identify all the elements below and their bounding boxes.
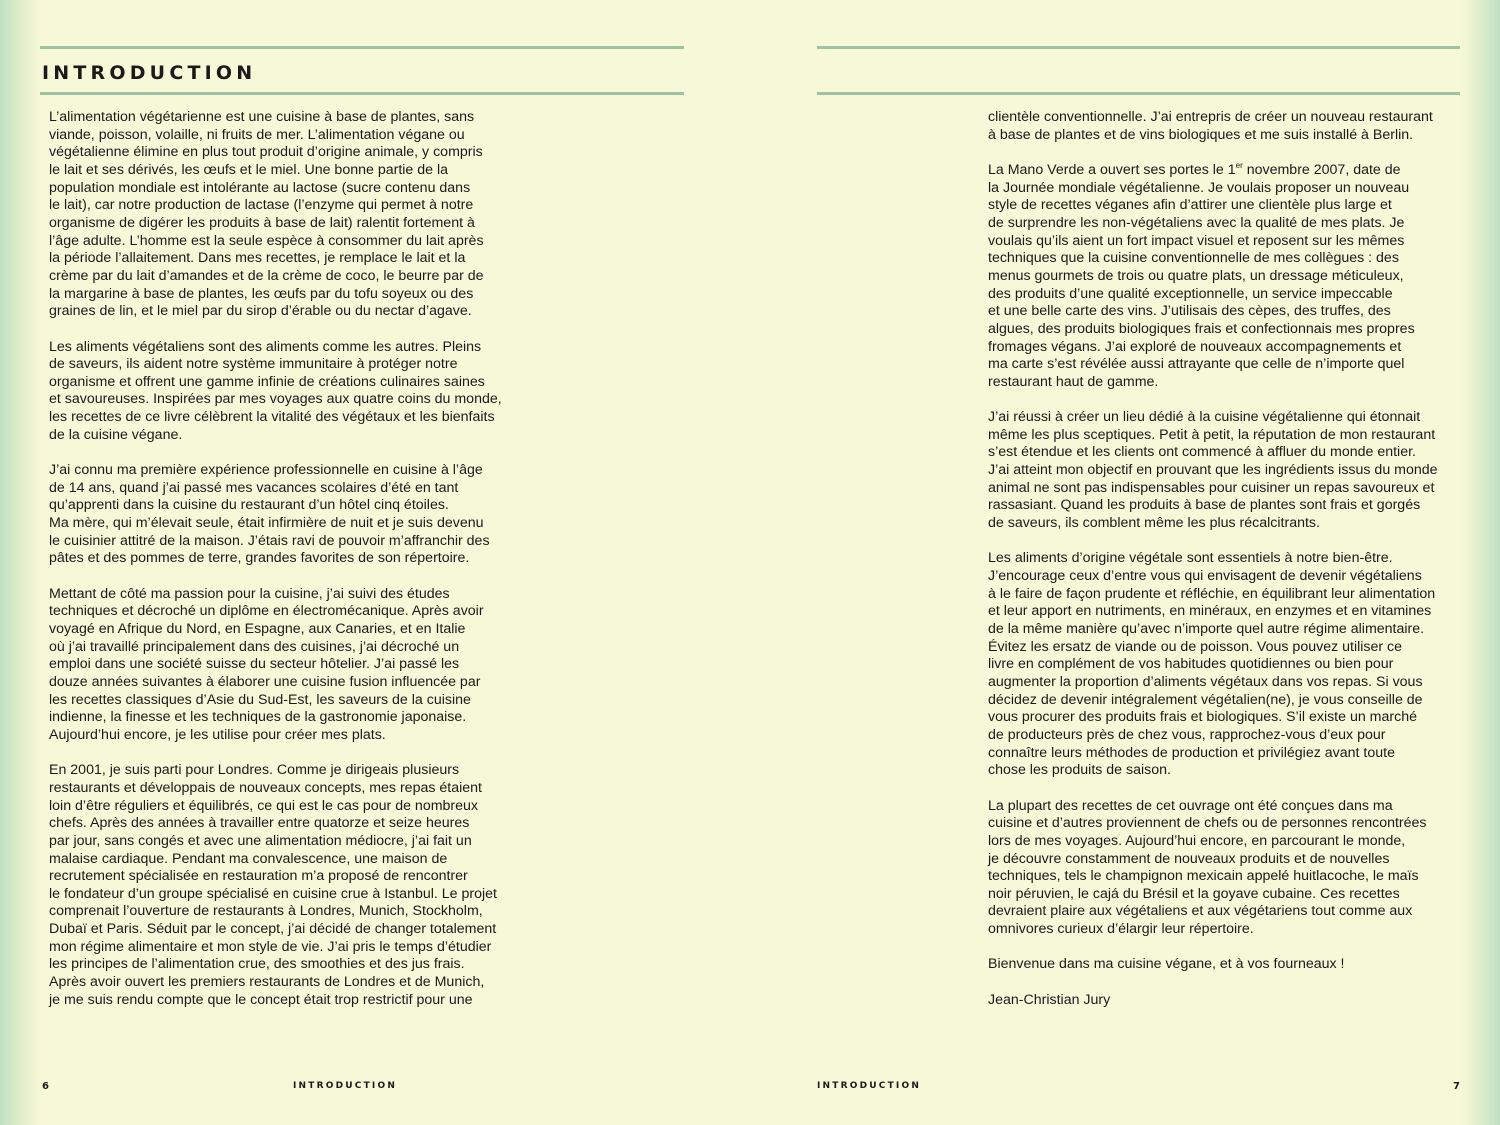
page-number-right: 7 <box>1453 1081 1460 1092</box>
paragraph: J’ai réussi à créer un lieu dédié à la cuisine végétalienne qui étonnait même les plus sceptiques. Petit à petit, la réputation de mon restaurant s’est étendue et les clients ont commencé à affluer du monde entier. J’ai atteint mon objectif en prouvant que les ingrédients issus du monde animal ne sont pas indispensables pour cuisiner un repas savoureux et rassasiant. Quand les produits à base de plantes sont frais et gorgés de saveurs, ils comblent même les plus récalcitrants. <box>988 409 1438 532</box>
paragraph: L’alimentation végétarienne est une cuisine à base de plantes, sans viande, poisson, volaille, ni fruits de mer. L’alimentation végane ou végétalienne élimine en plus tout produit d’origine animale, y compris le lait et ses dérivés, les œufs et le miel. Une bonne partie de la population mondiale est intolérante au lactose (sucre contenu dans le lait), car notre production de lactase (l’enzyme qui permet à notre organisme de digérer les produits à base de lait) ralentit fortement à l’âge adulte. L’homme est la seule espèce à consommer du lait après la période l’allaitement. Dans mes recettes, je remplace le lait et la crème par du lait d’amandes et de la crème de coco, le beurre par de la margarine à base de plantes, les œufs par du tofu soyeux ou des graines de lin, et le miel par du sirop d’érable ou du nectar d’agave. <box>49 109 484 320</box>
paragraph: clientèle conventionnelle. J’ai entrepris de créer un nouveau restaurant à base de plantes et de vins biologiques et me suis installé à Berlin. <box>988 109 1433 143</box>
paragraph: La plupart des recettes de cet ouvrage ont été conçues dans ma cuisine et d’autres proviennent de chefs ou de personnes rencontrées lors de mes voyages. Aujourd’hui encore, en parcourant le monde, je découvre constamment de nouveaux produits et de nouvelles techniques, tels le champignon mexicain appelé huitlacoche, le maïs noir péruvien, le cajá du Brésil et la goyave cubaine. Ces recettes devraient plaire aux végétaliens et aux végétariens tout comme aux omnivores curieux d’élargir leur répertoire. <box>988 797 1427 938</box>
page-edge-left <box>0 0 40 1125</box>
author-signature: Jean-Christian Jury <box>988 991 1111 1008</box>
paragraph: J’ai connu ma première expérience professionnelle en cuisine à l’âge de 14 ans, quand j’ai passé mes vacances scolaires d’été en tant qu’apprenti dans la cuisine du restaurant d’un hôtel cinq étoiles. Ma mère, qui m’élevait seule, était infirmière de nuit et je suis devenu le cuisinier attitré de la maison. J’étais ravi de pouvoir m’affranchir des pâtes et des pommes de terre, grandes favorites de son répertoire. <box>49 462 490 567</box>
closing-line: Bienvenue dans ma cuisine végane, et à vos fourneaux ! <box>988 956 1345 973</box>
text: La Mano Verde a ouvert ses portes le 1 <box>988 161 1236 178</box>
paragraph: Les aliments d’origine végétale sont essentiels à notre bien-être. J’encourage ceux d’entre vous qui envisagent de devenir végétaliens à le faire de façon prudente et réfléchie, en équilibrant leur alimentation et leur apport en nutriments, en minéraux, en enzymes et en vitamines de la même manière qu’avec n’importe quel autre régime alimentaire. Évitez les ersatz de viande ou de poisson. Vous pouvez utiliser ce livre en complément de vos habitudes quotidiennes ou bien pour augmenter la proportion d’aliments végétaux dans vos repas. Si vous décidez de devenir intégralement végétalien(ne), je vous conseille de vous procurer des produits frais et biologiques. S’il existe un marché de producteurs près de chez vous, rapprochez-vous d’eux pour connaître leurs méthodes de production et privilégiez avant toute chose les produits de saison. <box>988 550 1436 779</box>
paragraph: Mettant de côté ma passion pour la cuisine, j’ai suivi des études techniques et décroché un diplôme en électromécanique. Après avoir voyagé en Afrique du Nord, en Espagne, aux Canaries, et en Italie où j’ai travaillé principalement dans des cuisines, j’ai décroché un emploi dans une société suisse du secteur hôtelier. J’ai passé les douze années suivantes à élaborer une cuisine fusion influencée par les recettes classiques d’Asie du Sud-Est, les saveurs de la cuisine indienne, la finesse et les techniques de la gastronomie japonaise. Aujourd’hui encore, je les utilise pour créer mes plats. <box>49 585 484 743</box>
top-rule-left <box>40 46 684 49</box>
paragraph: En 2001, je suis parti pour Londres. Comme je dirigeais plusieurs restaurants et développais de nouveaux concepts, mes repas étaient loin d’être réguliers et équilibrés, ce qui est le cas pour de nombreux chefs. Après des années à travailler entre quatorze et seize heures par jour, sans congés et avec une alimentation médiocre, j’ai fait un malaise cardiaque. Pendant ma convalescence, une maison de recrutement spécialisée en restauration m’a proposé de rencontrer le fondateur d’un groupe spécialisé en cuisine crue à Istanbul. Le projet comprenait l’ouverture de restaurants à Londres, Munich, Stockholm, Dubaï et Paris. Séduit par le concept, j’ai décidé de changer totalement mon régime alimentaire et mon style de vie. J’ai pris le temps d’étudier les principes de l’alimentation crue, des smoothies et des jus frais. Après avoir ouvert les premiers restaurants de Londres et de Munich, je me suis rendu compte que le concept était trop restrictif pour une <box>49 762 497 1008</box>
paragraph: Les aliments végétaliens sont des aliments comme les autres. Pleins de saveurs, ils aident notre système immunitaire à protéger notre organisme et offrent une gamme infinie de créations culinaires saines et savoureuses. Inspirées par mes voyages aux quatre coins du monde, les recettes de ce livre célèbrent la vitalité des végétaux et les bienfaits de la cuisine végane. <box>49 338 502 443</box>
left-page-body <box>49 109 529 1027</box>
ordinal-superscript: er <box>1235 160 1243 170</box>
top-rule-right <box>817 46 1460 49</box>
running-title-left: INTRODUCTION <box>293 1081 398 1091</box>
right-page-body <box>988 109 1468 1027</box>
heading-rule-left <box>40 92 684 95</box>
heading-rule-right <box>817 92 1460 95</box>
chapter-heading: INTRODUCTION <box>42 62 257 84</box>
running-title-right: INTRODUCTION <box>817 1081 922 1091</box>
page-number-left: 6 <box>42 1081 49 1092</box>
text: novembre 2007, date de la Journée mondiale végétalienne. Je voulais proposer un nouveau style de recettes véganes afin d’attirer une clientèle plus large et de surprendre les non-végétaliens avec la qualité de mes plats. Je voulais qu’ils aient un fort impact visuel et reposent sur les mêmes techniques que la cuisine conventionnelle de mes collègues : des menus gourmets de trois ou quatre plats, un dressage méticuleux, des produits d’une qualité exceptionnelle, un service impeccable et une belle carte des vins. J’utilisais des cèpes, des truffes, des algues, des produits biologiques frais et confectionnais mes propres fromages végans. J’ai exploré de nouveaux accompagnements et ma carte s’est révélée aussi attrayante que celle de n’importe quel restaurant haut de gamme. <box>988 161 1415 390</box>
paragraph-mano-verde <box>988 162 1468 392</box>
